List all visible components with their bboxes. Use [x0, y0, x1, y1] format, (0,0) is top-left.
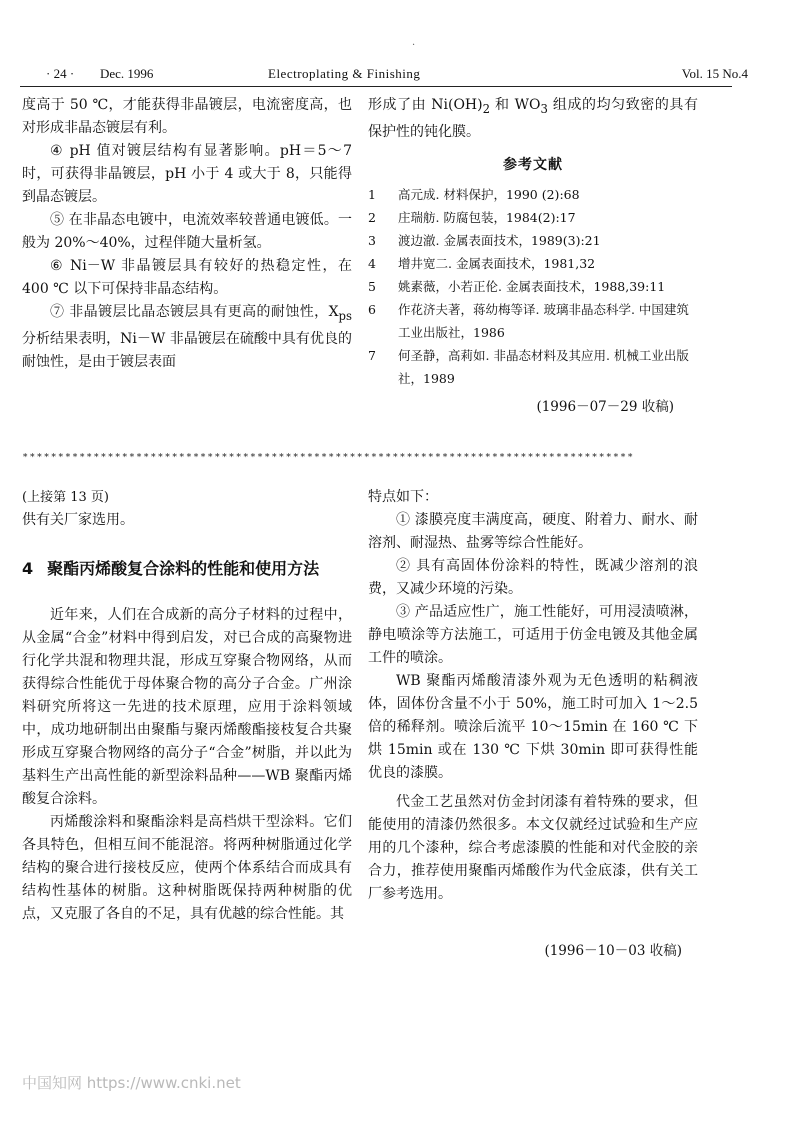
- reference-text: 作花济夫著，蒋幼梅等译. 玻璃非晶态科学. 中国建筑工业出版社，1986: [398, 301, 689, 340]
- running-header: [28, 66, 748, 84]
- references-heading: 参考文献: [503, 156, 563, 173]
- paragraph: 丙烯酸涂料和聚酯涂料是高档烘干型涂料。它们各具特色，但相互间不能混溶。将两种树脂通过化学结构的聚合进行接枝反应，使两个体系结合而成具有结构性基体的树脂。这种树脂既保持两种树脂的优点，又克服了各自的不足，具有优越的综合性能。其: [22, 814, 352, 922]
- reference-text: 姚素薇，小若正伦. 金属表面技术，1988,39:11: [398, 278, 666, 294]
- header-rule: [20, 86, 732, 87]
- journal-name: Electroplating & Finishing: [268, 66, 421, 81]
- source-watermark: 中国知网 https://www.cnki.net: [22, 1074, 241, 1092]
- reference-item: [368, 252, 698, 275]
- reference-number: 4: [368, 255, 376, 271]
- paragraph: ① 漆膜亮度丰满度高，硬度、附着力、耐水、耐溶剂、耐湿热、盐雾等综合性能好。: [368, 512, 698, 551]
- issue-date: Dec. 1996: [100, 66, 154, 81]
- paragraph: 供有关厂家选用。: [22, 512, 134, 528]
- reference-number: 5: [368, 278, 376, 294]
- paragraph: 近年来，人们在合成新的高分子材料的过程中，从金属“合金”材料中得到启发，对已合成的高聚物进行化学共混和物理共混，形成互穿聚合物网络，从而获得综合性能优于母体聚合物的高分子合金。广州涂料研究所将这一先进的技术原理，应用于涂料领域中，成功地研制出由聚酯与聚丙烯酸酯接枝复合共聚形成互穿聚合物网络的高分子“合金”树脂，并以此为基料生产出高性能的新型涂料品种——WB 聚酯丙烯酸复合涂料。: [22, 607, 352, 807]
- paragraph: ② 具有高固体份涂料的特性，既减少溶剂的浪费，又减少环境的污染。: [368, 558, 698, 597]
- paragraph: WB 聚酯丙烯酸清漆外观为无色透明的粘稠液体，固体份含量不小于 50%，施工时可加入 1～2.5 倍的稀释剂。喷涂后流平 10～15min 在 160 ℃ 下烘 15min 或在 130 ℃ 下烘 30min 即可获得性能优良的漆膜。: [368, 673, 698, 781]
- reference-number: 7: [368, 347, 376, 363]
- upper-right-column: [368, 94, 698, 419]
- reference-text: 增井宽二. 金属表面技术，1981,32: [398, 255, 596, 271]
- reference-number: 1: [368, 186, 376, 202]
- reference-text: 庄瑞舫. 防腐包装，1984(2):17: [398, 209, 576, 225]
- reference-item: [368, 229, 698, 252]
- text-run: 分析结果表明，Ni－W 非晶镀层在硫酸中具有优良的耐蚀性，是由于镀层表面: [22, 330, 352, 370]
- reference-text: 渡边澈. 金属表面技术，1989(3):21: [398, 232, 601, 248]
- continued-note: (上接第 13 页): [22, 490, 109, 505]
- article-separator: ∗∗∗∗∗∗∗∗∗∗∗∗∗∗∗∗∗∗∗∗∗∗∗∗∗∗∗∗∗∗∗∗∗∗∗∗∗∗∗∗∗∗∗∗∗∗∗∗∗∗∗∗∗∗∗∗∗∗∗∗∗∗∗∗∗∗∗∗∗∗∗∗∗∗∗∗∗∗∗∗∗∗∗∗∗∗: [22, 451, 635, 461]
- reference-text: 何圣静，高莉如. 非晶态材料及其应用. 机械工业出版社，1989: [398, 347, 689, 386]
- scan-speck: ·: [412, 40, 416, 51]
- section-number: 4: [22, 559, 34, 578]
- lower-left-column: [22, 486, 352, 926]
- upper-left-column: [22, 94, 352, 374]
- received-date: (1996－10－03 收稿): [544, 943, 682, 959]
- text-run: 和 WO: [490, 97, 541, 113]
- volume-issue: Vol. 15 No.4: [681, 66, 748, 81]
- text-run: 形成了由 Ni(OH): [368, 97, 483, 113]
- subscript: 3: [540, 101, 548, 116]
- paragraph: ⑤ 在非晶态电镀中，电流效率较普通电镀低。一般为 20%～40%，过程伴随大量析氢。: [22, 212, 352, 251]
- reference-item: [368, 298, 698, 344]
- received-date: (1996－07－29 收稿): [536, 398, 674, 415]
- reference-number: 2: [368, 209, 376, 225]
- paragraph: ④ pH 值对镀层结构有显著影响。pH＝5～7 时，可获得非晶镀层，pH 小于 4 或大于 8，只能得到晶态镀层。: [22, 143, 352, 205]
- reference-item: [368, 275, 698, 298]
- lower-right-column: [368, 486, 698, 963]
- reference-item: [368, 344, 698, 390]
- text-run: ⑦ 非晶镀层比晶态镀层具有更高的耐蚀性，X: [50, 304, 339, 320]
- subscript: 2: [482, 101, 491, 116]
- page-number: · 24 ·: [46, 66, 75, 81]
- subscript: ps: [338, 308, 352, 323]
- section-title: 聚酯丙烯酸复合涂料的性能和使用方法: [47, 559, 320, 578]
- reference-list: [368, 183, 698, 390]
- reference-number: 6: [368, 301, 376, 317]
- paragraph: ⑥ Ni－W 非晶镀层具有较好的热稳定性，在 400 ℃ 以下可保持非晶态结构。: [22, 258, 352, 297]
- paragraph: 特点如下：: [368, 489, 438, 505]
- reference-text: 高元成. 材料保护，1990 (2):68: [398, 186, 580, 202]
- paragraph: 代金工艺虽然对仿金封闭漆有着特殊的要求，但能使用的清漆仍然很多。本文仅就经过试验和生产应用的几个漆种，综合考虑漆膜的性能和对代金胶的亲合力，推荐使用聚酯丙烯酸作为代金底漆，供有关工厂参考选用。: [368, 794, 698, 902]
- paragraph: ③ 产品适应性广，施工性能好，可用浸渍喷淋，静电喷涂等方法施工，可适用于仿金电镀及其他金属工件的喷涂。: [368, 604, 698, 666]
- section-heading: [22, 556, 352, 582]
- paragraph: [368, 94, 698, 144]
- paragraph: 度高于 50 ℃，才能获得非晶镀层，电流密度高，也对形成非晶态镀层有利。: [22, 97, 352, 136]
- text-run: 组成的均匀致密的具有保护性的钝化膜。: [368, 97, 698, 140]
- reference-item: [368, 206, 698, 229]
- paragraph: [22, 301, 352, 374]
- reference-item: [368, 183, 698, 206]
- reference-number: 3: [368, 232, 376, 248]
